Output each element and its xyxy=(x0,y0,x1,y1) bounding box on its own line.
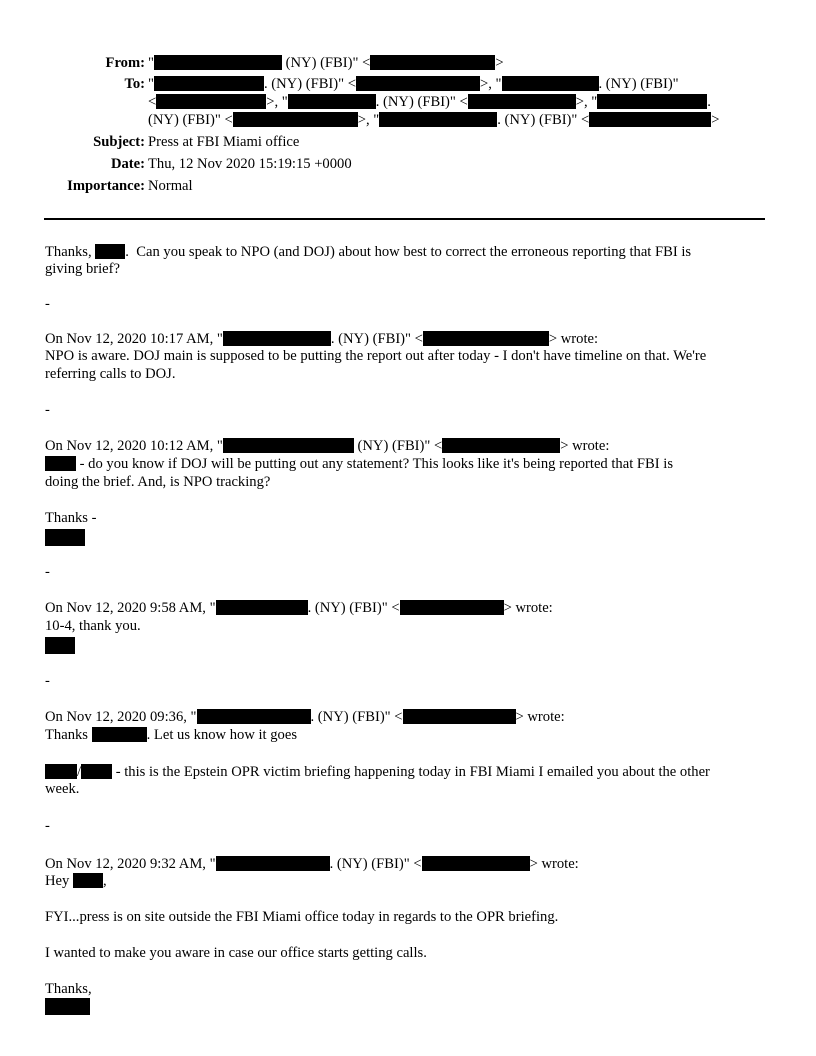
redaction xyxy=(197,709,311,724)
separator: - xyxy=(45,402,50,418)
message-2-line2: referring calls to DOJ. xyxy=(45,366,176,382)
to-value-line1: " . (NY) (FBI)" < >, " . (NY) (FBI)" xyxy=(148,76,679,92)
redaction xyxy=(379,112,497,127)
redaction xyxy=(403,709,516,724)
separator: - xyxy=(45,296,50,312)
from-label: From: xyxy=(105,55,145,71)
message-3-line1: - do you know if DOJ will be putting out any statement? This looks like it's being reported that FBI is xyxy=(45,456,775,473)
redaction xyxy=(370,55,495,70)
date-label: Date: xyxy=(110,156,145,172)
message-3-line2: doing the brief. And, is NPO tracking? xyxy=(45,474,271,490)
redaction xyxy=(233,112,358,127)
message-1-line2: giving brief? xyxy=(45,261,120,277)
header-divider xyxy=(44,218,765,220)
redaction xyxy=(45,529,85,546)
redaction xyxy=(223,331,331,346)
redaction xyxy=(45,637,75,654)
importance-label: Importance: xyxy=(67,178,145,194)
date-value: Thu, 12 Nov 2020 15:19:15 +0000 xyxy=(148,156,352,172)
message-5-line3: week. xyxy=(45,781,80,797)
to-value-line2: < >, " . (NY) (FBI)" < >, " . xyxy=(148,94,711,110)
redaction xyxy=(92,727,147,742)
redaction xyxy=(442,438,560,453)
separator: - xyxy=(45,564,50,580)
redaction xyxy=(422,856,530,871)
redaction xyxy=(223,438,354,453)
redaction xyxy=(45,456,76,471)
importance-value: Normal xyxy=(148,178,193,194)
redaction xyxy=(502,76,599,91)
message-5-header: On Nov 12, 2020 09:36, " . (NY) (FBI)" < > wrote: xyxy=(45,709,565,725)
redaction xyxy=(423,331,549,346)
redaction xyxy=(156,94,266,109)
redaction xyxy=(288,94,376,109)
redaction xyxy=(216,856,330,871)
redaction xyxy=(589,112,711,127)
to-value-line3: (NY) (FBI)" < >, " . (NY) (FBI)" < > xyxy=(148,112,720,128)
separator: - xyxy=(45,673,50,689)
message-3-signoff: Thanks - xyxy=(45,510,97,526)
redaction xyxy=(45,764,77,779)
message-6-greeting: Hey , xyxy=(45,873,107,889)
redaction xyxy=(356,76,480,91)
redaction xyxy=(597,94,707,109)
message-4-header: On Nov 12, 2020 9:58 AM, " . (NY) (FBI)" < > wrote: xyxy=(45,600,553,616)
message-5-line2: / - this is the Epstein OPR victim briefing happening today in FBI Miami I emailed you about the other xyxy=(45,764,775,781)
redaction xyxy=(400,600,504,615)
redaction xyxy=(216,600,308,615)
separator: - xyxy=(45,818,50,834)
message-1-line1: Thanks, . Can you speak to NPO (and DOJ) about how best to correct the erroneous reporting that FBI is xyxy=(45,244,692,260)
redaction xyxy=(154,55,282,70)
redaction xyxy=(81,764,112,779)
redaction xyxy=(154,76,264,91)
to-label: To: xyxy=(124,76,145,92)
message-6-header: On Nov 12, 2020 9:32 AM, " . (NY) (FBI)" < > wrote: xyxy=(45,856,579,872)
subject-label: Subject: xyxy=(93,134,145,150)
message-4-line1: 10-4, thank you. xyxy=(45,618,141,634)
redaction xyxy=(73,873,103,888)
message-6-line2: I wanted to make you aware in case our office starts getting calls. xyxy=(45,945,427,961)
message-2-line1: NPO is aware. DOJ main is supposed to be putting the report out after today - I don't have timeline on that. We're xyxy=(45,348,707,364)
message-3-header: On Nov 12, 2020 10:12 AM, " (NY) (FBI)" < > wrote: xyxy=(45,438,610,454)
redaction xyxy=(45,998,90,1015)
subject-value: Press at FBI Miami office xyxy=(148,134,300,150)
message-5-line1: Thanks . Let us know how it goes xyxy=(45,727,298,743)
redaction xyxy=(468,94,576,109)
message-6-line1: FYI...press is on site outside the FBI Miami office today in regards to the OPR briefing. xyxy=(45,909,559,925)
message-2-header: On Nov 12, 2020 10:17 AM, " . (NY) (FBI)" < > wrote: xyxy=(45,331,599,347)
redaction xyxy=(95,244,125,259)
message-6-signoff: Thanks, xyxy=(45,981,92,997)
from-value: " (NY) (FBI)" < > xyxy=(148,55,504,71)
